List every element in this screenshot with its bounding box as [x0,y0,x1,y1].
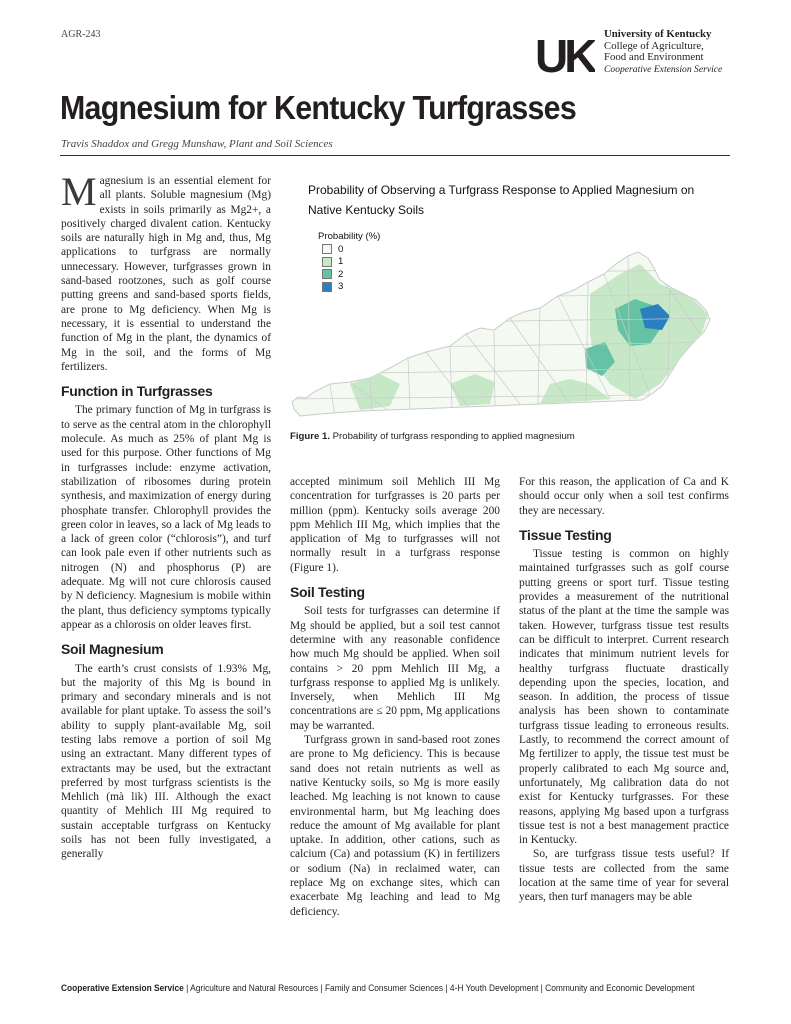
legend-label-1: 1 [338,256,344,268]
heading-tissue-testing: Tissue Testing [519,526,612,543]
footer-org: Cooperative Extension Service [61,983,184,993]
title-divider [60,155,730,156]
legend-label-0: 0 [338,243,344,255]
authors: Travis Shaddox and Gregg Munshaw, Plant and Soil Sciences [61,138,333,150]
drop-cap: M [61,169,97,214]
soil-testing-paragraph-1: Soil tests for turfgrasses can determine if Mg should be applied, but a soil test cannot determine with any reasonable confidence how much Mg should be applied. When soil contains > 20 ppm Mehlich III Mg, a turfgrass response to applied Mg is unlikely. Inversely, when Mehlich III Mg concentrations are ≤ 20 ppm, Mg applications may be warranted. [290,605,500,732]
legend-title: Probability (%) [318,231,381,242]
heading-function: Function in Turfgrasses [61,383,213,400]
column-3 [519,475,729,905]
figure-title: Probability of Observing a Turfgrass Response to Applied Magnesium on Native Kentucky Soils [308,183,695,217]
column-2 [290,475,500,919]
footer-program-areas: Agriculture and Natural Resources | Family and Consumer Sciences | 4-H Youth Development | Community and Economic Development [190,983,695,993]
page-footer: Cooperative Extension Service | Agriculture and Natural Resources | Family and Consumer Sciences | 4-H Youth Development | Community and Economic Development [61,983,695,993]
college-name-line1: College of Agriculture, [604,39,704,52]
university-name: University of Kentucky [604,28,712,40]
tissue-testing-paragraph-2: So, are turfgrass tissue tests useful? If tissue tests are collected from the same location at the same time of year for several years, then turf managers may be able [519,848,729,904]
intro-paragraph [61,169,271,374]
kentucky-county-map [290,234,730,424]
uk-logo [535,32,595,76]
soil-magnesium-paragraph: The earth’s crust consists of 1.93% Mg, but the majority of this Mg is bound in primary and secondary minerals and is not available for plant uptake. To assess the soil’s ability to supply plant-available Mg, soil testing labs remove a portion of soil Mg using an extractant. Many different types of extractants may be used, but the extractant preferred by most turfgrass scientists is the Mehlich (mà lik) III. Although the exact quantity of Mehlich III Mg required to sustain acceptable turfgrass on Kentucky soils has not been fully investigated, a generally [61,662,271,861]
figure-1 [290,174,730,420]
tissue-testing-paragraph-1: Tissue testing is common on highly maintained turfgrasses such as golf course putting greens or sport turf. Tissue testing provides a measurement of the nutritional status of the plant at the time the sample was taken. However, turfgrass tissue test results can be difficult to interpret. Current research indicates that minimum nutrient levels for healthy turfgrass fluctuate drastically depending upon the species, location, and season. In addition, the process of tissue analysis has been shown to contaminate turfgrass tissue leading to erroneous results. Lastly, to recommend the correct amount of Mg fertilizer to apply, the tissue test must be properly calibrated to each Mg source and, unfortunately, Mg calibration data do not exist for Kentucky turfgrasses. For these reasons, applying Mg based upon a turfgrass tissue test is not a best management practice in Kentucky. [519,548,729,847]
uk-logo-text: UK [535,32,594,76]
caption-label: Figure 1. [290,431,330,442]
publication-id: AGR-243 [61,29,101,40]
intro-text: agnesium is an essential element for all plants. Soluble magnesium (Mg) exists in soils primarily as Mg2+, a positively charged divalent cation. Kentucky soils are naturally high in Mg and, thus, Mg applications to turfgrass are normally unnecessary. However, turfgrasses grown in sand-based rootzones, such as golf course putting greens and sand-based sports fields, are prone to Mg deficiency. When Mg is necessary, it is essential to understand the function of Mg in the plant, the dynamics of Mg in the soil, and the forms of Mg fertilizers. [61,175,271,373]
caption-text: Probability of turfgrass responding to applied magnesium [332,431,575,442]
org-block [604,29,722,75]
legend-label-2: 2 [338,268,344,280]
college-name-line2: Food and Environment [604,51,704,63]
soil-testing-paragraph-2: Turfgrass grown in sand-based root zones are prone to Mg deficiency. This is because sand does not retain nutrients as well as native Kentucky soils, so Mg is more easily leached. Mg leaching is not known to cause environmental harm, but Mg leaching does reduce the amount of Mg available for plant uptake. In addition, other cations, such as calcium (Ca) and potassium (K) in fertilizers or sodium (Na) in reclaimed water, can replace Mg on exchange sites, which can exacerbate Mg leaching and lead to Mg deficiency. [290,734,500,918]
heading-soil-testing: Soil Testing [290,584,365,601]
page-title: Magnesium for Kentucky Turfgrasses [60,89,576,126]
function-paragraph: The primary function of Mg in turfgrass is to serve as the central atom in the chlorophyll molecule. As much as 25% of plant Mg is used for this purpose. Other functions of Mg in turfgrasses include: enzyme activation, stabilization of ribosomes during protein synthesis, and maximization of energy during phosphate transfer. Chlorophyll provides the green color in leaves, so a lack of Mg leads to a lack of green color (“chlorosis”), and turf can look pale even if other nutrients such as nitrogen (N) and phosphorus (P) are adequate. Mg will not cure chlorosis caused by N deficiency. Magnesium is mobile within the plant, thus deficiency symptoms typically appear as a chlorosis on older leaves first. [61,404,271,631]
extension-service: Cooperative Extension Service [604,63,723,75]
heading-soil-magnesium: Soil Magnesium [61,641,164,658]
figure-caption [290,431,575,442]
column-1 [61,169,271,862]
legend-label-3: 3 [338,281,344,293]
soil-magnesium-continued: accepted minimum soil Mehlich III Mg concentration for turfgrasses is 20 parts per million (ppm). Kentucky soils average 200 ppm Mehlich III Mg, which implies that the application of Mg to turfgrasses will not normally result in a turfgrass response (Figure 1). [290,476,500,574]
soil-testing-continued: For this reason, the application of Ca and K should occur only when a soil test confirms they are necessary. [519,476,729,517]
